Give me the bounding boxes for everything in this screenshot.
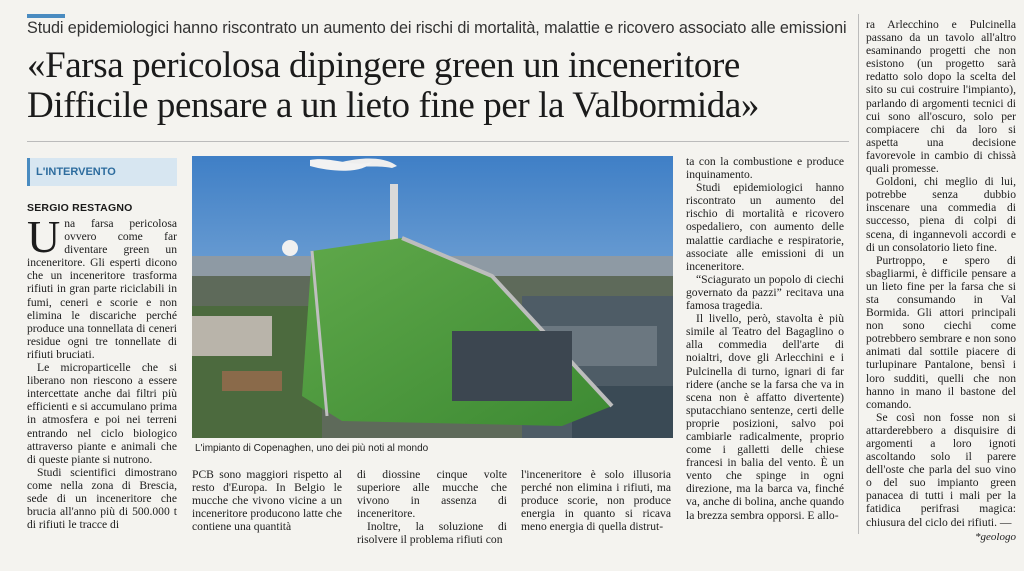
column-3 xyxy=(357,468,507,547)
col2-para-1: PCB sono maggiori rispetto al resto d'Europa. In Belgio le mucche che vivono vicine a un inceneritore producono latte che contiene una quantità xyxy=(192,468,342,534)
column-4 xyxy=(686,155,844,522)
headline-line-2: Difficile pensare a un lieto fine per la Valbormida» xyxy=(27,85,759,126)
col4-para-4: Il livello, però, stavolta è più simile al Teatro del Bagaglino o alla commedia dell'arte di noialtri, dove gli Arlecchini e i Pulcinella di turno, ignari di far ridere (anche se la farsa che va in scena non è affatto divertente) sputacchiano sentenze, certi delle proprie posizioni, salvo poi cambiarle radicalmente, proprio come i galletti delle chiese francesi in balia del vento. È un vento che spinge in ogni direzione, ma la barca va, finché va, anche di bolina, anche quando la brezza sembra opporsi. E allo- xyxy=(686,312,844,522)
col5-para-4: Se così non fosse non si attarderebbero a disquisire di argomenti a loro ignoti ascoltando solo il parere dell'oste che parla del suo vino o del suo impianto green panacea di tutti i mali per la fatidica perifrasi magica: chiusura del ciclo dei rifiuti. — xyxy=(866,410,1016,529)
headline xyxy=(27,46,849,126)
author-byline: SERGIO RESTAGNO xyxy=(27,202,133,214)
headline-rule xyxy=(27,141,849,142)
col5-para-1: ra Arlecchino e Pulcinella passano da un tavolo all'altro esaminando progetti che non esistono (un progetto sarà redatto solo dopo la scelta del sito su cui costruire l'impianto), parlando di argomenti tecnici di cui sono all'oscuro, solo per compiacere chi da loro si aspetta una decisione favorevole in cambio di chissà quali promesse. xyxy=(866,18,1016,176)
incinerator-photo xyxy=(192,156,673,438)
column-divider xyxy=(858,14,859,534)
col3-para-2: Inoltre, la soluzione di risolvere il problema rifiuti con xyxy=(357,520,507,547)
author-note: *geologo xyxy=(975,530,1016,543)
photo-caption: L'impianto di Copenaghen, uno dei più noti al mondo xyxy=(195,443,429,454)
column-1 xyxy=(27,211,177,532)
col5-para-3: Purtroppo, e spero di sbagliarmi, è difficile pensare a un lieto fine per la farsa che si sta consumando in Val Bormida. Gli attori principali non sono ciechi come potrebbero sembrare e non sono animati dal sottile piacere di turlupinare Pantalone, bensì i loro sudditi, quelli che non hanno in mano il bastone del comando. xyxy=(866,253,1016,411)
col4-para-2: Studi epidemiologici hanno riscontrato un aumento del rischio di mortalità e ricovero ospedaliero, con aumento delle malattie cardiache e respiratorie, associate alle emissioni di un inceneritore. xyxy=(686,181,844,273)
kicker-accent-bar xyxy=(27,14,65,18)
column-5 xyxy=(866,18,1016,544)
col4-para-1: ta con la combustione e produce inquinamento. xyxy=(686,155,844,182)
drop-cap: U xyxy=(27,211,61,262)
col1-para-3: Studi scientifici dimostrano come nella zona di Brescia, sede di un inceneritore che brucia all'anno più di 500.000 t di rifiuti le tracce di xyxy=(27,465,177,532)
headline-line-1: «Farsa pericolosa dipingere green un inceneritore xyxy=(27,45,740,86)
col1-para-2: Le microparticelle che si liberano non riescono a essere intercettate anche dai filtri più efficienti e si accumulano prima in atmosfera e poi nei terreni entrando nel ciclo biologico attraverso piante e animali che di queste piante si nutrono. xyxy=(27,361,177,466)
col5-para-2: Goldoni, chi meglio di lui, potrebbe senza dubbio inscenare una commedia di successo, piena di colpi di scena, di ingannevoli accordi e di un consolatorio lieto fine. xyxy=(866,175,1016,254)
col3-para-1: di diossine cinque volte superiore alle mucche che vivono in assenza di inceneritore. xyxy=(357,468,507,521)
column-4-lower xyxy=(521,468,671,533)
col4-para-3: “Sciagurato un popolo di ciechi governato da pazzi” recitava una famosa tragedia. xyxy=(686,272,844,313)
column-2 xyxy=(192,468,342,533)
col4-lower-para: l'inceneritore è solo illusoria perché non elimina i rifiuti, ma produce scorie, non produce energia in quanto si ricava meno energia di quella distrut- xyxy=(521,468,671,534)
section-tag: L'INTERVENTO xyxy=(27,158,177,186)
kicker: Studi epidemiologici hanno riscontrato un aumento dei rischi di mortalità, malattie e ricovero associato alle emissioni xyxy=(27,19,847,37)
col1-para-1: Una farsa pericolosa ovvero come far diventare green un inceneritore. Gli esperti dicono che un inceneritore trasforma rifiuti in gran parte riciclabili in fumi, ceneri e scorie e non elimina le discariche perché produce una tonnellata di ceneri residue ogni tre tonnellate di rifiuti bruciati. xyxy=(27,211,177,361)
